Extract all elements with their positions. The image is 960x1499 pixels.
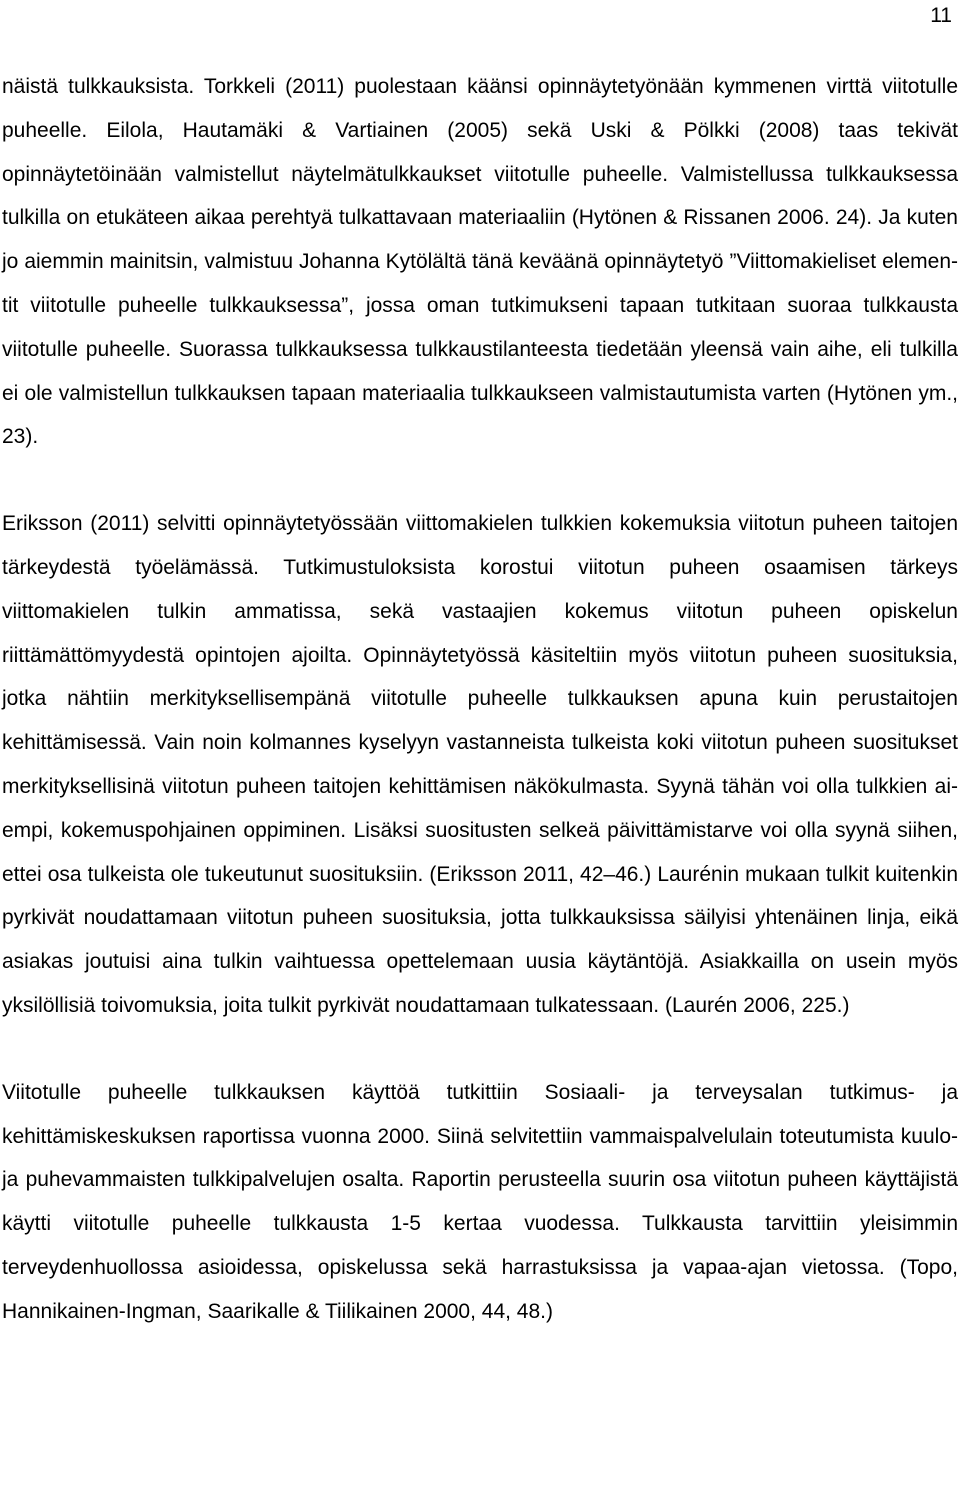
paragraph-eriksson-study: Eriksson (2011) selvitti opinnäytetyössään viittomakielen tulkkien kokemuksia viitotun puheen taitojen tärkeydestä työelämässä. Tutkimustuloksista korostui viitotun puheen osaamisen tärkeys viittomakielen tulkin ammatissa, sekä vastaajien kokemus viitotun puheen opiskelun riittämättömyydestä opintojen ajoilta. Opinnäytetyössä käsiteltiin myös viitotun puheen suosituksia, jotka nähtiin merkityksellisempänä viitotulle puheelle tulkkauksen apuna kuin perustaitojen kehittämisessä. Vain noin kolmannes kyselyyn vastanneista tulkeista koki viitotun puheen suositukset merkityksellisinä viitotun puheen taitojen kehittämisen näkökulmasta. Syynä tähän voi olla tulkkien aiempi, kokemuspohjainen oppiminen. Lisäksi suositusten selkeä päivittämistarve voi olla syynä siihen, ettei osa tulkeista ole tukeutunut suosituksiin. (Eriksson 2011, 42–46.) Laurénin mukaan tulkit kuitenkin pyrkivät noudattamaan viitotun puheen suosituksia, jotta tulkkauksissa säilyisi yhtenäinen linja, eikä asiakas joutuisi aina tulkin vaihtuessa opettelemaan uusia käytäntöjä. Asiakkailla on usein myös yksilöllisiä toivomuksia, joita tulkit pyrkivät noudattamaan tulkatessaan. (Laurén 2006, 225.) [2, 512, 958, 1017]
paragraph-previous-studies: näistä tulkkauksista. Torkkeli (2011) puolestaan käänsi opinnäytetyönään kymmenen virttä viitotulle puheelle. Eilola, Hautamäki & Vartiainen (2005) sekä Uski & Pölkki (2008) taas tekivät opinnäytetöinään valmistellut näytelmätulkkaukset viitotulle puheelle. Valmistellussa tulkkauksessa tulkilla on etukäteen aikaa perehtyä tulkattavaan materiaaliin (Hytönen & Rissanen 2006. 24). Ja kuten jo aiemmin mainitsin, valmistuu Johanna Kytölältä tänä keväänä opinnäytetyö ”Viittomakieliset elementit viitotulle puheelle tulkkauksessa”, jossa oman tutkimukseni tapaan tutkitaan suoraa tulkkausta viitotulle puheelle. Suorassa tulkkauksessa tulkkaustilanteesta tiedetään yleensä vain aihe, eli tulkilla ei ole valmistellun tulkkauksen tapaan materiaalia tulkkaukseen valmistautumista varten (Hytönen ym., 23). [2, 75, 958, 449]
document-body [2, 65, 958, 1334]
page-number: 11 [930, 4, 952, 27]
paragraph-stakes-report: Viitotulle puheelle tulkkauksen käyttöä tutkittiin Sosiaali- ja terveysalan tutkimus- ja kehittämiskeskuksen raportissa vuonna 2000. Siinä selvitettiin vammaispalvelulain toteutumista kuulo- ja puhevammaisten tulkkipalvelujen osalta. Raportin perusteella suurin osa viitotun puheen käyttäjistä käytti viitotulle puheelle tulkkausta 1-5 kertaa vuodessa. Tulkkausta tarvittiin yleisimmin terveydenhuollossa asioidessa, opiskelussa sekä harrastuksissa ja vapaa-ajan vietossa. (Topo, Hannikainen-Ingman, Saarikalle & Tiilikainen 2000, 44, 48.) [2, 1080, 958, 1323]
